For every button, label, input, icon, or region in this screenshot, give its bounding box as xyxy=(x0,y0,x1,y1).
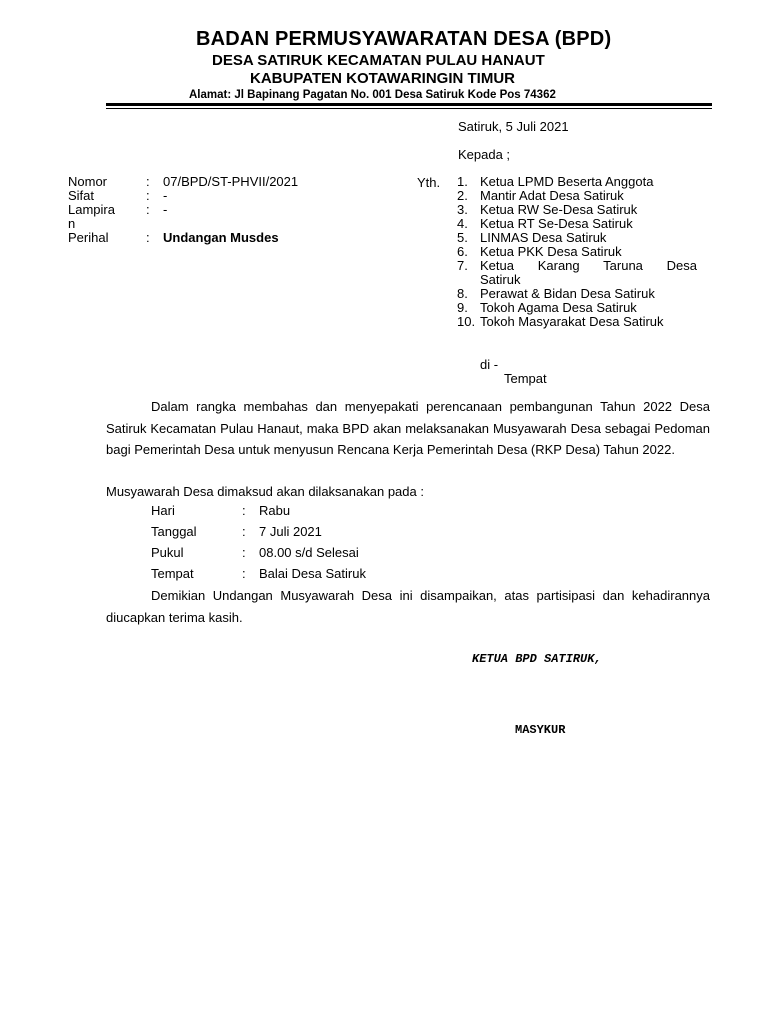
meta-colon: : xyxy=(146,230,150,245)
list-item-text: LINMAS Desa Satiruk xyxy=(480,230,607,245)
meta-colon: : xyxy=(146,188,150,203)
meta-sifat-label: Sifat xyxy=(68,188,95,203)
place-date: Satiruk, 5 Juli 2021 xyxy=(458,119,569,134)
meta-sifat-value: - xyxy=(163,188,168,203)
schedule-label: Tempat xyxy=(151,566,194,581)
list-item-number: 3. xyxy=(457,202,468,217)
list-item-number: 7. xyxy=(457,258,468,273)
list-item-text-wrap: Satiruk xyxy=(480,272,521,287)
signature-name: MASYKUR xyxy=(515,723,566,737)
list-item-number: 2. xyxy=(457,188,468,203)
list-item-number: 4. xyxy=(457,216,468,231)
letterhead-rule-thick xyxy=(106,103,712,106)
di-label: di - xyxy=(480,357,499,372)
meta-nomor-value: 07/BPD/ST-PHVII/2021 xyxy=(163,174,299,189)
list-item-text: Ketua PKK Desa Satiruk xyxy=(480,244,622,259)
meta-colon: : xyxy=(146,202,150,217)
meta-colon: : xyxy=(146,174,150,189)
schedule-value: 7 Juli 2021 xyxy=(259,524,322,539)
schedule-label: Hari xyxy=(151,503,175,518)
list-item-number: 5. xyxy=(457,230,468,245)
list-item-text: Ketua RT Se-Desa Satiruk xyxy=(480,216,633,231)
list-item-text: Mantir Adat Desa Satiruk xyxy=(480,188,624,203)
list-item-text: Ketua RW Se-Desa Satiruk xyxy=(480,202,638,217)
schedule-value: Balai Desa Satiruk xyxy=(259,566,366,581)
letterhead-org: BADAN PERMUSYAWARATAN DESA (BPD) xyxy=(196,28,612,50)
list-item-text: Perawat & Bidan Desa Satiruk xyxy=(480,286,655,301)
recipient-list xyxy=(457,174,697,329)
body-paragraph-3: Demikian Undangan Musyawarah Desa ini disampaikan, atas partisipasi dan kehadirannya diucapkan terima kasih. xyxy=(106,588,710,625)
letterhead-regency: KABUPATEN KOTAWARINGIN TIMUR xyxy=(250,70,515,87)
list-item-text: Tokoh Agama Desa Satiruk xyxy=(480,300,637,315)
tempat-label: Tempat xyxy=(504,371,547,386)
yth-label: Yth. xyxy=(417,175,441,190)
body-paragraph-1: Dalam rangka membahas dan menyepakati perencanaan pembangunan Tahun 2022 Desa Satiruk Kecamatan Pulau Hanaut, maka BPD akan melaksanakan Musyawarah Desa sebagai Pedoman bagi Pemerintah Desa untuk menyusun Rencana Kerja Pemerintah Desa (RKP Desa) Tahun 2022. xyxy=(106,399,710,457)
meta-lampiran-label-wrap: n xyxy=(68,216,76,231)
meta-nomor-label: Nomor xyxy=(68,174,108,189)
letterhead-rule-thin xyxy=(106,108,712,109)
list-item-text: Ketua Karang Taruna Desa xyxy=(480,258,697,273)
schedule-label: Pukul xyxy=(151,545,184,560)
schedule-value: Rabu xyxy=(259,503,291,518)
meta-perihal-label: Perihal xyxy=(68,230,109,245)
list-item-text: Ketua LPMD Beserta Anggota xyxy=(480,174,654,189)
letterhead-village: DESA SATIRUK KECAMATAN PULAU HANAUT xyxy=(212,52,545,69)
kepada-label: Kepada ; xyxy=(458,147,511,162)
schedule-colon: : xyxy=(242,566,246,581)
meta-lampiran-label: Lampira xyxy=(68,202,115,217)
list-item-number: 10. xyxy=(457,314,476,329)
list-item-number: 6. xyxy=(457,244,468,259)
schedule-value: 08.00 s/d Selesai xyxy=(259,545,359,560)
list-item-number: 8. xyxy=(457,286,468,301)
signature-title: KETUA BPD SATIRUK, xyxy=(472,652,602,666)
list-item-text: Tokoh Masyarakat Desa Satiruk xyxy=(480,314,664,329)
meta-lampiran-value: - xyxy=(163,202,168,217)
schedule-colon: : xyxy=(242,545,246,560)
schedule-colon: : xyxy=(242,503,246,518)
meta-perihal-value: Undangan Musdes xyxy=(163,230,279,245)
list-item-number: 9. xyxy=(457,300,468,315)
schedule-label: Tanggal xyxy=(151,524,197,539)
list-item-number: 1. xyxy=(457,174,468,189)
body-paragraph-2: Musyawarah Desa dimaksud akan dilaksanakan pada : xyxy=(106,484,424,499)
schedule-colon: : xyxy=(242,524,246,539)
letterhead-address: Alamat: Jl Bapinang Pagatan No. 001 Desa Satiruk Kode Pos 74362 xyxy=(189,89,556,101)
